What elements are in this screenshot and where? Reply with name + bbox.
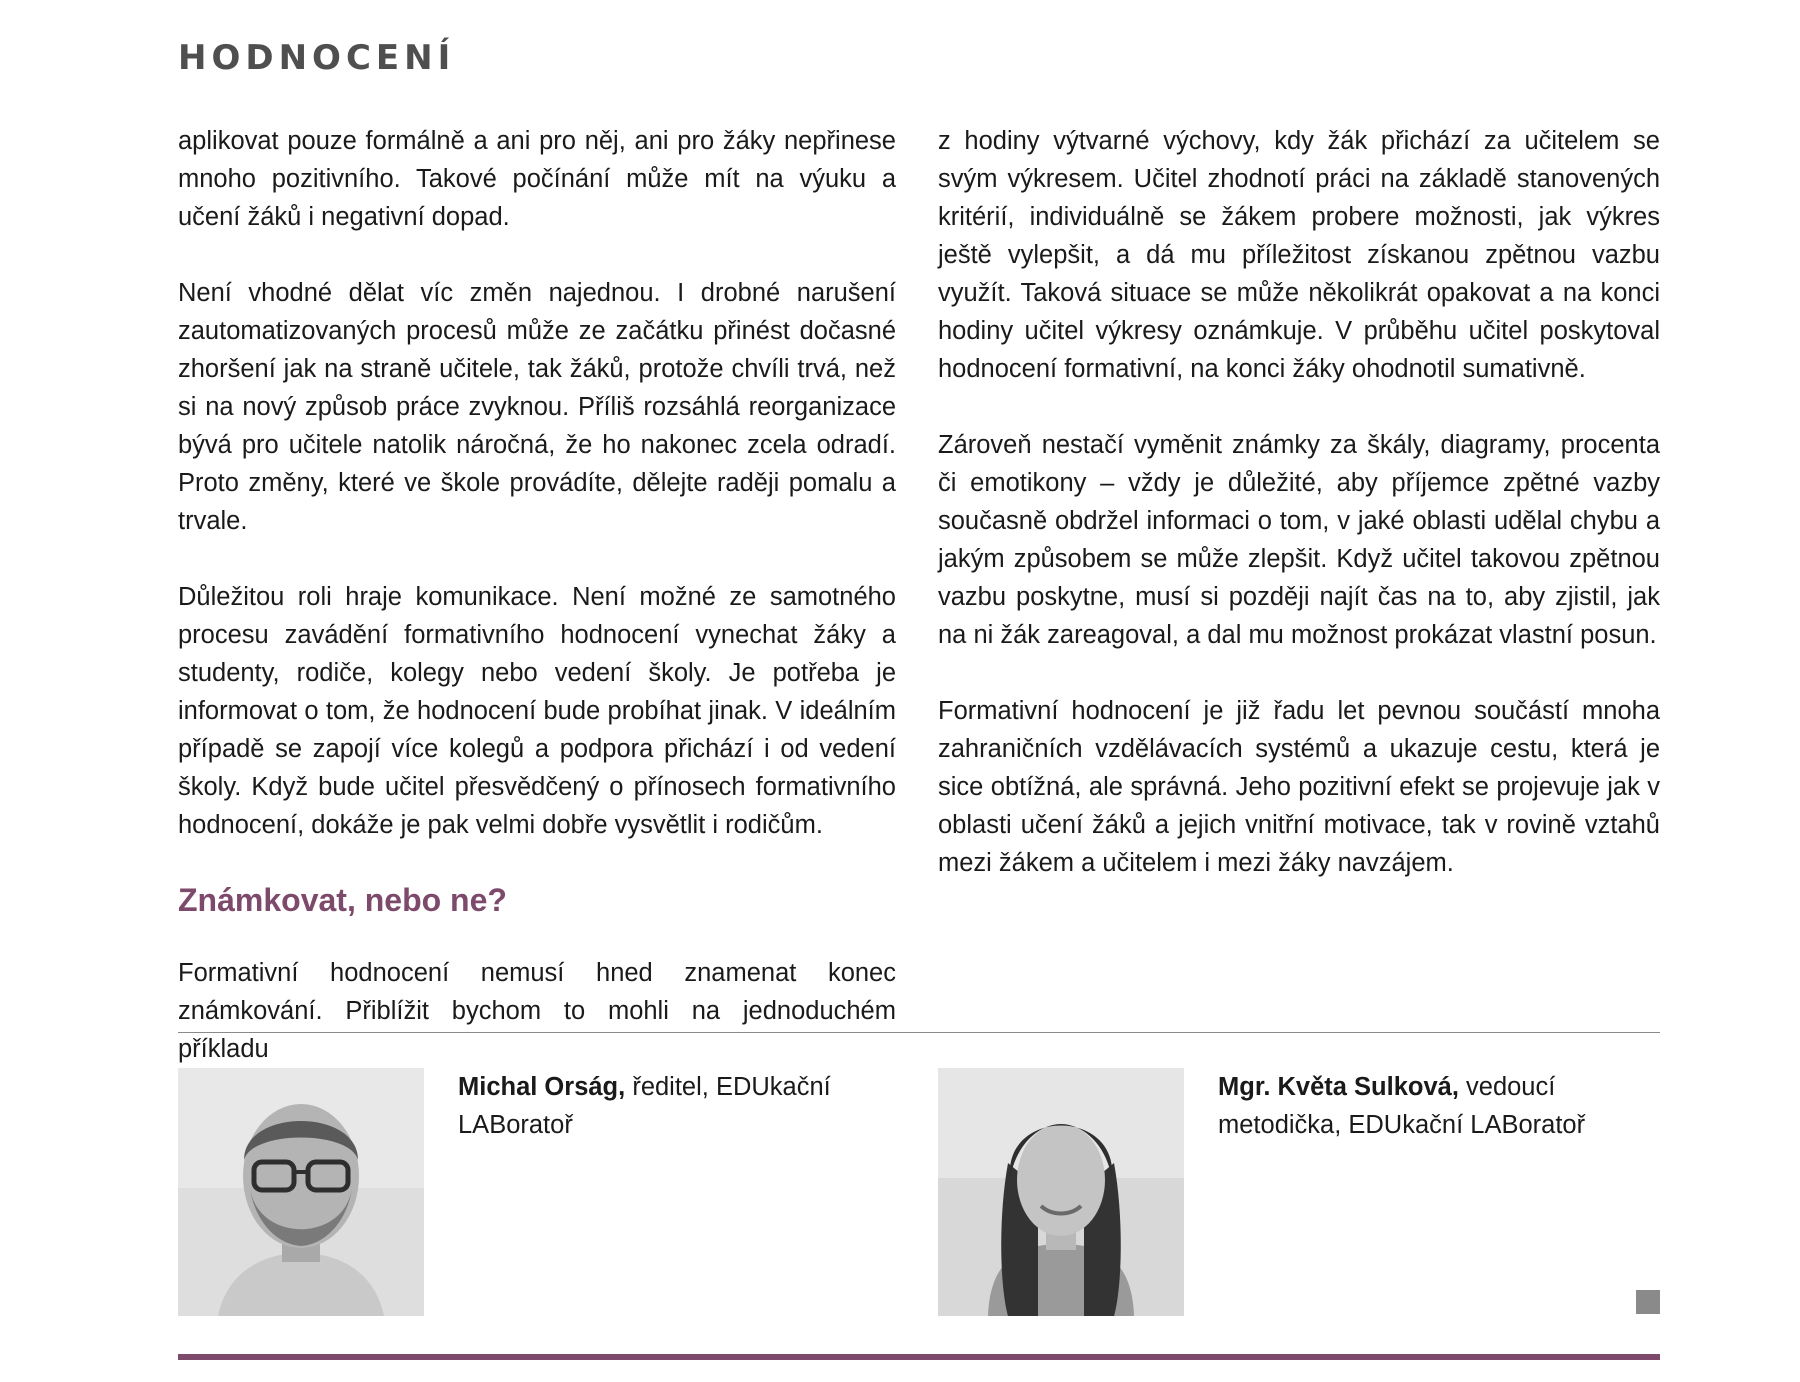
author-credit bbox=[458, 1068, 878, 1144]
paragraph: Formativní hodnocení je již řadu let pevnou součástí mnoha zahraničních vzdělávacích systémů a ukazuje cestu, která je sice obtížná, ale správná. Jeho pozitivní efekt se projevuje jak v oblasti učení žáků a jejich vnitřní motivace, tak v rovině vztahů mezi žákem a učitelem i mezi žáky navzájem. bbox=[938, 697, 1660, 877]
author-name: Michal Orság, bbox=[458, 1073, 626, 1101]
end-of-article-square-icon bbox=[1636, 1290, 1660, 1314]
subheading: Známkovat, nebo ne? bbox=[178, 882, 507, 918]
author-role: ředitel, EDUkační LABoratoř bbox=[458, 1073, 831, 1139]
paragraph: aplikovat pouze formálně a ani pro něj, ani pro žáky nepřinese mnoho pozitivního. Takové počínání může mít na výuku a učení žáků i negativní dopad. bbox=[178, 127, 896, 231]
author-name: Mgr. Květa Sulková, bbox=[1218, 1073, 1459, 1101]
author-photo bbox=[178, 1068, 424, 1316]
paragraph: Zároveň nestačí vyměnit známky za škály, diagramy, procenta či emotikony – vždy je důležité, aby příjemce zpětné vazby současně obdržel informaci o tom, v jaké oblasti udělal chybu a jakým způsobem se může zlepšit. Když učitel takovou zpětnou vazbu poskytne, musí si později najít čas na to, aby zjistil, jak na ni žák zareagoval, a dal mu možnost prokázat vlastní posun. bbox=[938, 431, 1660, 649]
author-card bbox=[178, 1068, 898, 1318]
author-credit bbox=[1218, 1068, 1638, 1144]
author-card bbox=[938, 1068, 1658, 1318]
article-right-column bbox=[938, 122, 1660, 920]
article-left-column bbox=[178, 122, 896, 1106]
paragraph: Formativní hodnocení nemusí hned znamenat konec známkování. Přiblížit bychom to mohli na jednoduchém příkladu bbox=[178, 959, 896, 1063]
author-photo bbox=[938, 1068, 1184, 1316]
paragraph: Není vhodné dělat víc změn najednou. I drobné narušení zautomatizovaných procesů může ze začátku přinést dočasné zhoršení jak na straně učitele, tak žáků, protože chvíli trvá, než si na nový způsob práce zvyknou. Příliš rozsáhlá reorganizace bývá pro učitele natolik náročná, že ho nakonec zcela odradí. Proto změny, které ve škole provádíte, dělejte raději pomalu a trvale. bbox=[178, 279, 896, 535]
author-role: vedoucí metodička, EDUkační LABoratoř bbox=[1218, 1073, 1586, 1139]
section-label: HODNOCENÍ bbox=[178, 38, 456, 78]
footer-rule bbox=[178, 1354, 1660, 1360]
paragraph: z hodiny výtvarné výchovy, kdy žák přichází za učitelem se svým výkresem. Učitel zhodnotí práci na základě stanovených kritérií, individuálně se žákem probere možnosti, jak výkres ještě vylepšit, a dá mu příležitost získanou zpětnou vazbu využít. Taková situace se může několikrát opakovat a na konci hodiny učitel výkresy oznámkuje. V průběhu učitel poskytoval hodnocení formativní, na konci žáky ohodnotil sumativně. bbox=[938, 127, 1660, 383]
separator-line bbox=[178, 1032, 1660, 1033]
paragraph: Důležitou roli hraje komunikace. Není možné ze samotného procesu zavádění formativního hodnocení vynechat žáky a studenty, rodiče, kolegy nebo vedení školy. Je potřeba je informovat o tom, že hodnocení bude probíhat jinak. V ideálním případě se zapojí více kolegů a podpora přichází i od vedení školy. Když bude učitel přesvědčený o přínosech formativního hodnocení, dokáže je pak velmi dobře vysvětlit i rodičům. bbox=[178, 583, 896, 839]
